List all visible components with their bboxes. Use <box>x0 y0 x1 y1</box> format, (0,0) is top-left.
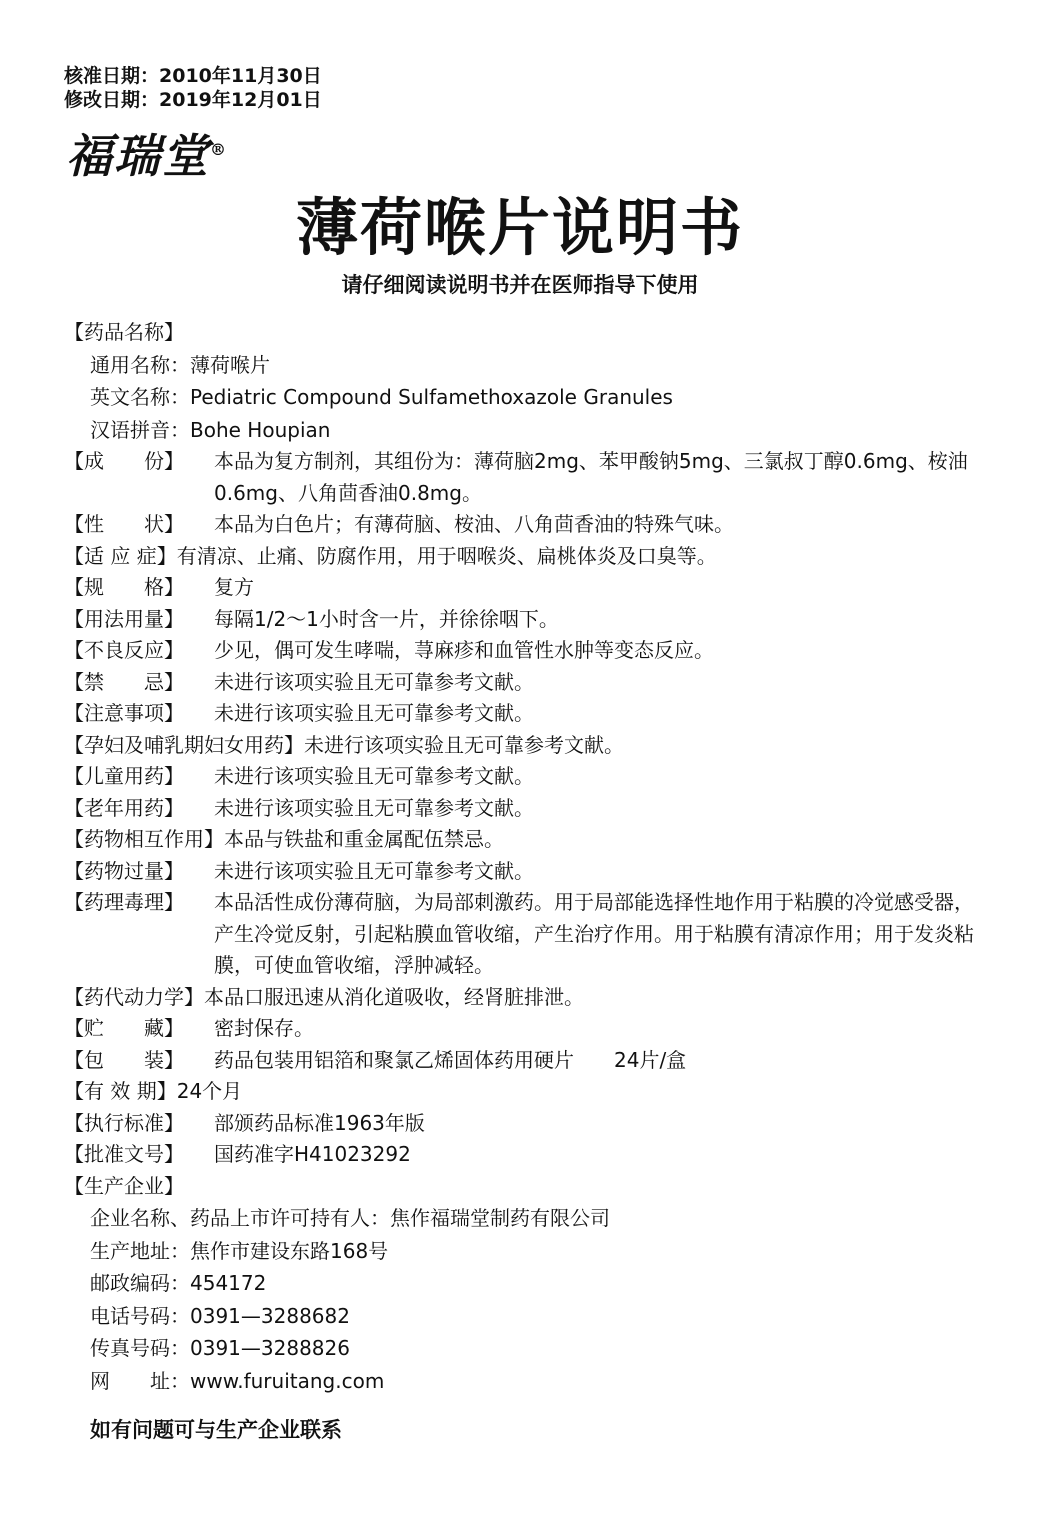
section-row <box>64 635 984 667</box>
section-value: 本品活性成份薄荷脑，为局部刺激药。用于局部能选择性地作用于粘膜的冷觉感受器，产生冷觉反射，引起粘膜血管收缩，产生治疗作用。用于粘膜有清凉作用；用于发炎粘膜，可使血管收缩，浮肿减轻。 <box>214 890 974 977</box>
section-label: 【药代动力学】 <box>64 984 204 1009</box>
brand-name: 福瑞堂 <box>66 129 210 183</box>
section-label: 【老年用药】 <box>64 795 184 820</box>
section-value: 药品包装用铝箔和聚氯乙烯固体药用硬片 24片/盒 <box>214 1047 687 1072</box>
approval-date: 核准日期：2010年11月30日 <box>64 65 322 87</box>
section-value: 少见，偶可发生哮喘，荨麻疹和血管性水肿等变态反应。 <box>214 638 714 662</box>
section-label: 【药物过量】 <box>64 858 184 883</box>
section-row <box>64 730 984 762</box>
section-label: 【药品名称】 <box>64 320 184 344</box>
section-row <box>64 541 984 573</box>
manufacturer-item: 邮政编码：454172 <box>90 1271 267 1295</box>
section-row <box>64 572 984 604</box>
section-row <box>64 982 984 1014</box>
brand-logo <box>66 128 228 184</box>
section-row <box>64 824 984 856</box>
section-label: 【包 装】 <box>64 1047 184 1072</box>
section-label: 【注意事项】 <box>64 701 184 725</box>
revision-date: 修改日期：2019年12月01日 <box>64 89 322 111</box>
section-label: 【有 效 期】 <box>64 1079 177 1103</box>
section-value: 密封保存。 <box>214 1016 314 1040</box>
section-label: 【用法用量】 <box>64 606 184 631</box>
section-value: 复方 <box>214 575 254 599</box>
section-row <box>64 856 984 888</box>
section-label: 【孕妇及哺乳期妇女用药】 <box>64 732 304 757</box>
section-row <box>64 1076 984 1108</box>
section-row <box>64 698 984 730</box>
section-row <box>64 1139 984 1171</box>
section-value: 未进行该项实验且无可靠参考文献。 <box>214 701 534 725</box>
sections-list <box>64 446 984 1171</box>
generic-name: 通用名称：薄荷喉片 <box>90 352 270 377</box>
pinyin-name: 汉语拼音：Bohe Houpian <box>90 417 331 442</box>
section-value: 未进行该项实验且无可靠参考文献。 <box>214 858 534 883</box>
manufacturer-item: 传真号码：0391—3288826 <box>90 1336 350 1360</box>
section-row <box>64 604 984 636</box>
section-value: 24个月 <box>176 1079 243 1103</box>
section-label: 【生产企业】 <box>64 1173 184 1198</box>
section-label: 【适 应 症】 <box>64 543 177 568</box>
section-value: 部颁药品标准1963年版 <box>214 1110 425 1135</box>
section-row <box>64 887 984 982</box>
section-row <box>64 1045 984 1077</box>
section-value: 本品与铁盐和重金属配伍禁忌。 <box>224 827 504 851</box>
manufacturer-item: 网 址：www.furuitang.com <box>90 1368 385 1393</box>
section-value: 未进行该项实验且无可靠参考文献。 <box>304 732 624 757</box>
section-row <box>64 509 984 541</box>
section-label: 【批准文号】 <box>64 1142 184 1166</box>
section-label: 【药物相互作用】 <box>64 827 224 851</box>
section-value: 未进行该项实验且无可靠参考文献。 <box>214 669 534 694</box>
document-title: 薄荷喉片说明书 <box>295 191 744 264</box>
leaflet-body <box>64 317 984 1397</box>
section-value: 未进行该项实验且无可靠参考文献。 <box>214 764 534 788</box>
section-label: 【药理毒理】 <box>64 890 184 914</box>
section-label: 【规 格】 <box>64 575 184 599</box>
manufacturer-details <box>64 1202 984 1397</box>
section-value: 本品口服迅速从消化道吸收，经肾脏排泄。 <box>204 984 584 1009</box>
section-label: 【儿童用药】 <box>64 764 184 788</box>
section-label: 【不良反应】 <box>64 638 184 662</box>
section-value: 有清凉、止痛、防腐作用，用于咽喉炎、扁桃体炎及口臭等。 <box>176 543 717 568</box>
contact-note: 如有问题可与生产企业联系 <box>90 1418 342 1442</box>
registered-mark: ® <box>210 140 228 159</box>
section-manufacturer <box>64 1171 984 1203</box>
dates-block <box>64 64 322 112</box>
section-value: 每隔1/2～1小时含一片，并徐徐咽下。 <box>214 606 559 631</box>
section-label: 【贮 藏】 <box>64 1016 184 1040</box>
document-subtitle: 请仔细阅读说明书并在医师指导下使用 <box>341 273 699 297</box>
section-value: 国药准字H41023292 <box>214 1142 411 1166</box>
section-row <box>64 667 984 699</box>
section-value: 未进行该项实验且无可靠参考文献。 <box>214 795 534 820</box>
section-value: 本品为复方制剂，其组份为：薄荷脑2mg、苯甲酸钠5mg、三氯叔丁醇0.6mg、桉油0.6mg、八角茴香油0.8mg。 <box>214 449 968 505</box>
section-label: 【成 份】 <box>64 449 184 473</box>
section-label: 【禁 忌】 <box>64 669 184 694</box>
section-drug-name <box>64 317 984 349</box>
section-row <box>64 1108 984 1140</box>
section-label: 【性 状】 <box>64 512 184 536</box>
section-row <box>64 446 984 509</box>
section-label: 【执行标准】 <box>64 1110 184 1135</box>
english-name: 英文名称：Pediatric Compound Sulfamethoxazole Granules <box>90 385 673 409</box>
section-row <box>64 793 984 825</box>
manufacturer-item: 企业名称、药品上市许可持有人：焦作福瑞堂制药有限公司 <box>90 1206 610 1230</box>
section-value: 本品为白色片；有薄荷脑、桉油、八角茴香油的特殊气味。 <box>214 512 734 536</box>
section-row <box>64 1013 984 1045</box>
section-row <box>64 761 984 793</box>
manufacturer-item: 生产地址：焦作市建设东路168号 <box>90 1238 389 1263</box>
manufacturer-item: 电话号码：0391—3288682 <box>90 1303 350 1328</box>
